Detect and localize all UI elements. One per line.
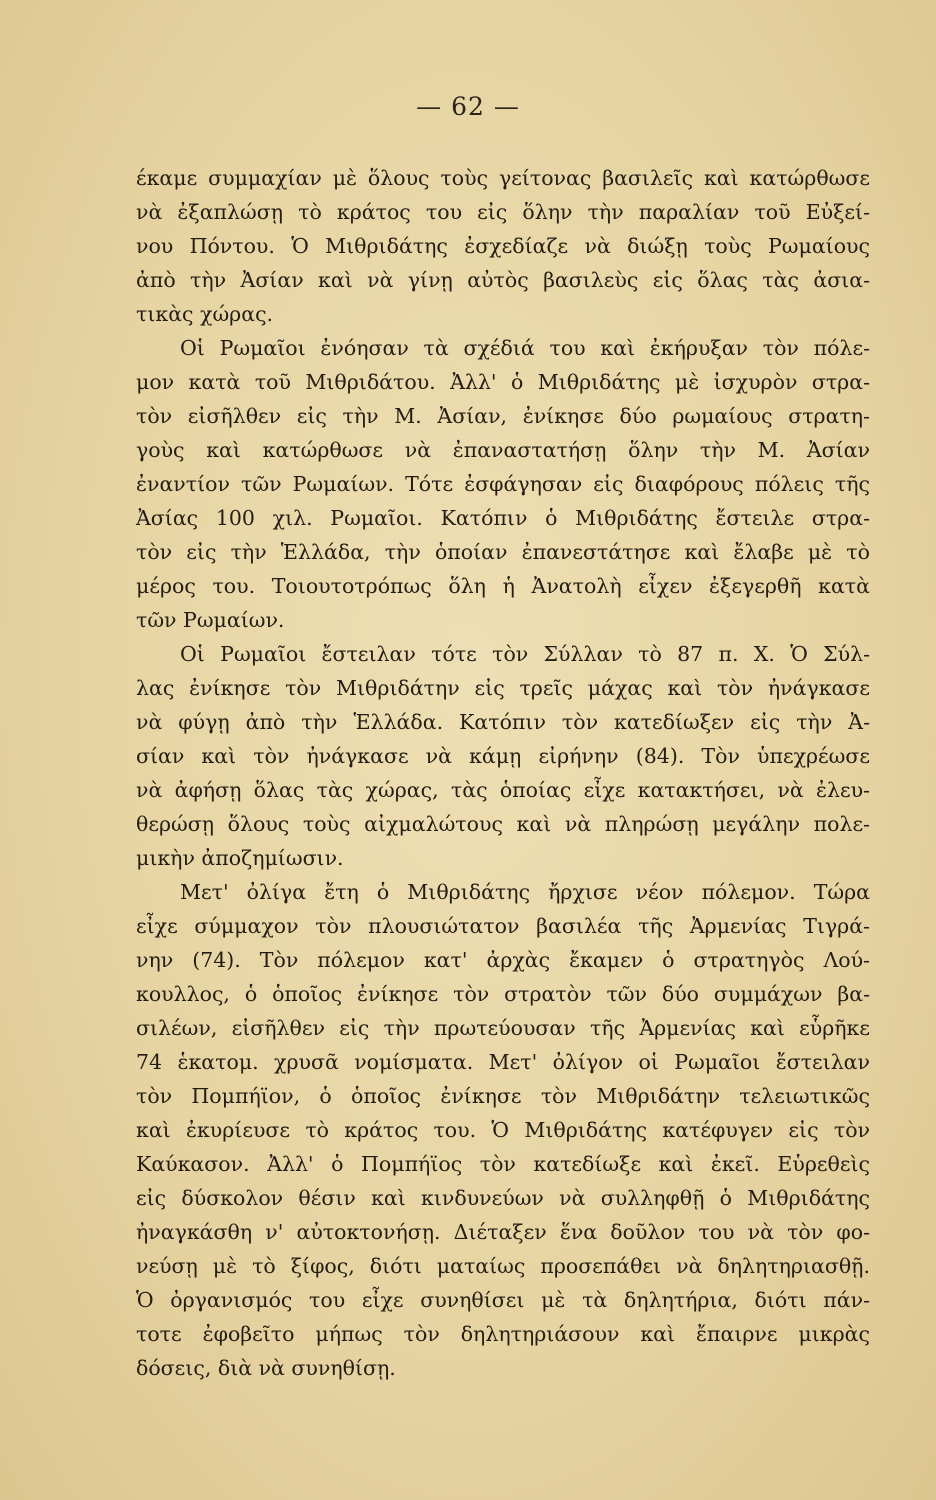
text-line: νου Πόντου. Ὁ Μιθριδάτης ἐσχεδίαζε νὰ διώξῃ τοὺς Ρωμαίους xyxy=(136,234,870,258)
text-line: Οἱ Ρωμαῖοι ἐνόησαν τὰ σχέδιά του καὶ ἐκήρυξαν τὸν πόλε- xyxy=(180,336,870,360)
text-line: καὶ ἐκυρίευσε τὸ κράτος του. Ὁ Μιθριδάτης κατέφυγεν εἰς τὸν xyxy=(136,1118,870,1142)
text-line: δόσεις, διὰ νὰ συνηθίσῃ. xyxy=(136,1356,396,1380)
text-line: τὸν εἰσῆλθεν εἰς τὴν Μ. Ἀσίαν, ἐνίκησε δύο ρωμαίους στρατη- xyxy=(136,404,870,428)
text-line: νην (74). Τὸν πόλεμον κατ' ἀρχὰς ἔκαμεν ὁ στρατηγὸς Λού- xyxy=(136,948,870,972)
text-line: έκαμε συμμαχίαν μὲ ὅλους τοὺς γείτονας βασιλεῖς καὶ κατώρθωσε xyxy=(136,166,870,190)
text-line: εἶχε σύμμαχον τὸν πλουσιώτατον βασιλέα τῆς Ἀρμενίας Τιγρά- xyxy=(136,914,870,938)
text-line: 74 ἑκατομ. χρυσᾶ νομίσματα. Μετ' ὀλίγον οἱ Ρωμαῖοι ἔστειλαν xyxy=(136,1050,870,1074)
text-line: μον κατὰ τοῦ Μιθριδάτου. Ἀλλ' ὁ Μιθριδάτης μὲ ἰσχυρὸν στρα- xyxy=(136,370,870,394)
text-line: Καύκασον. Ἀλλ' ὁ Πομπήϊος τὸν κατεδίωξε καὶ ἐκεῖ. Εὑρεθεὶς xyxy=(136,1152,870,1176)
text-line: σιλέων, εἰσῆλθεν εἰς τὴν πρωτεύουσαν τῆς Ἀρμενίας καὶ εὗρῆκε xyxy=(136,1016,870,1040)
page-number: — 62 — xyxy=(416,92,520,121)
text-line: τικὰς χώρας. xyxy=(136,302,274,326)
text-line: τὸν εἰς τὴν Ἑλλάδα, τὴν ὁποίαν ἐπανεστάτησε καὶ ἔλαβε μὲ τὸ xyxy=(136,540,870,564)
text-line: Οἱ Ρωμαῖοι ἔστειλαν τότε τὸν Σύλλαν τὸ 87 π. Χ. Ὁ Σύλ- xyxy=(180,642,870,666)
text-line: ἠναγκάσθη ν' αὐτοκτονήσῃ. Διέταξεν ἕνα δοῦλον του νὰ τὸν φο- xyxy=(136,1220,870,1244)
text-line: ἀπὸ τὴν Ἀσίαν καὶ νὰ γίνῃ αὐτὸς βασιλεὺς εἰς ὅλας τὰς ἀσια- xyxy=(136,268,870,292)
text-line: τῶν Ρωμαίων. xyxy=(136,608,285,632)
text-line: τοτε ἐφοβεῖτο μήπως τὸν δηλητηριάσουν καὶ ἔπαιρνε μικρὰς xyxy=(136,1322,870,1346)
body-text xyxy=(136,161,870,1385)
text-line: Μετ' ὀλίγα ἔτη ὁ Μιθριδάτης ἤρχισε νέον πόλεμον. Τώρα xyxy=(180,880,870,904)
text-line: εἰς δύσκολον θέσιν καὶ κινδυνεύων νὰ συλληφθῇ ὁ Μιθριδάτης xyxy=(136,1186,870,1210)
text-line: κουλλος, ὁ ὁποῖος ἐνίκησε τὸν στρατὸν τῶν δύο συμμάχων βα- xyxy=(136,982,870,1006)
text-line: θερώσῃ ὅλους τοὺς αἰχμαλώτους καὶ νὰ πληρώσῃ μεγάλην πολε- xyxy=(136,812,870,836)
text-line: Ἀσίας 100 χιλ. Ρωμαῖοι. Κατόπιν ὁ Μιθριδάτης ἔστειλε στρα- xyxy=(136,506,870,530)
text-line: γοὺς καὶ κατώρθωσε νὰ ἐπαναστατήσῃ ὅλην τὴν Μ. Ἀσίαν xyxy=(136,438,870,462)
text-line: μέρος του. Τοιουτοτρόπως ὅλη ἡ Ἀνατολὴ εἶχεν ἐξεγερθῆ κατὰ xyxy=(136,574,870,598)
text-line: νὰ φύγῃ ἀπὸ τὴν Ἑλλάδα. Κατόπιν τὸν κατεδίωξεν εἰς τὴν Ἀ- xyxy=(136,710,870,734)
text-line: Ὁ ὀργανισμός του εἶχε συνηθίσει μὲ τὰ δηλητήρια, διότι πάν- xyxy=(136,1288,870,1312)
text-line: νεύσῃ μὲ τὸ ξίφος, διότι ματαίως προσεπάθει νὰ δηλητηριασθῇ. xyxy=(136,1254,870,1278)
text-line: νὰ ἀφήσῃ ὅλας τὰς χώρας, τὰς ὁποίας εἶχε κατακτήσει, νὰ ἐλευ- xyxy=(136,778,870,802)
text-line: λας ἐνίκησε τὸν Μιθριδάτην εἰς τρεῖς μάχας καὶ τὸν ἠνάγκασε xyxy=(136,676,870,700)
text-line: νὰ ἐξαπλώσῃ τὸ κράτος του εἰς ὅλην τὴν παραλίαν τοῦ Εὐξεί- xyxy=(136,200,870,224)
text-line: σίαν καὶ τὸν ἠνάγκασε νὰ κάμῃ εἰρήνην (84). Τὸν ὑπεχρέωσε xyxy=(136,744,870,768)
text-line: τὸν Πομπήϊον, ὁ ὁποῖος ἐνίκησε τὸν Μιθριδάτην τελειωτικῶς xyxy=(136,1084,870,1108)
text-line: ἐναντίον τῶν Ρωμαίων. Τότε ἐσφάγησαν εἰς διαφόρους πόλεις τῆς xyxy=(136,472,870,496)
text-line: μικὴν ἀποζημίωσιν. xyxy=(136,846,344,870)
